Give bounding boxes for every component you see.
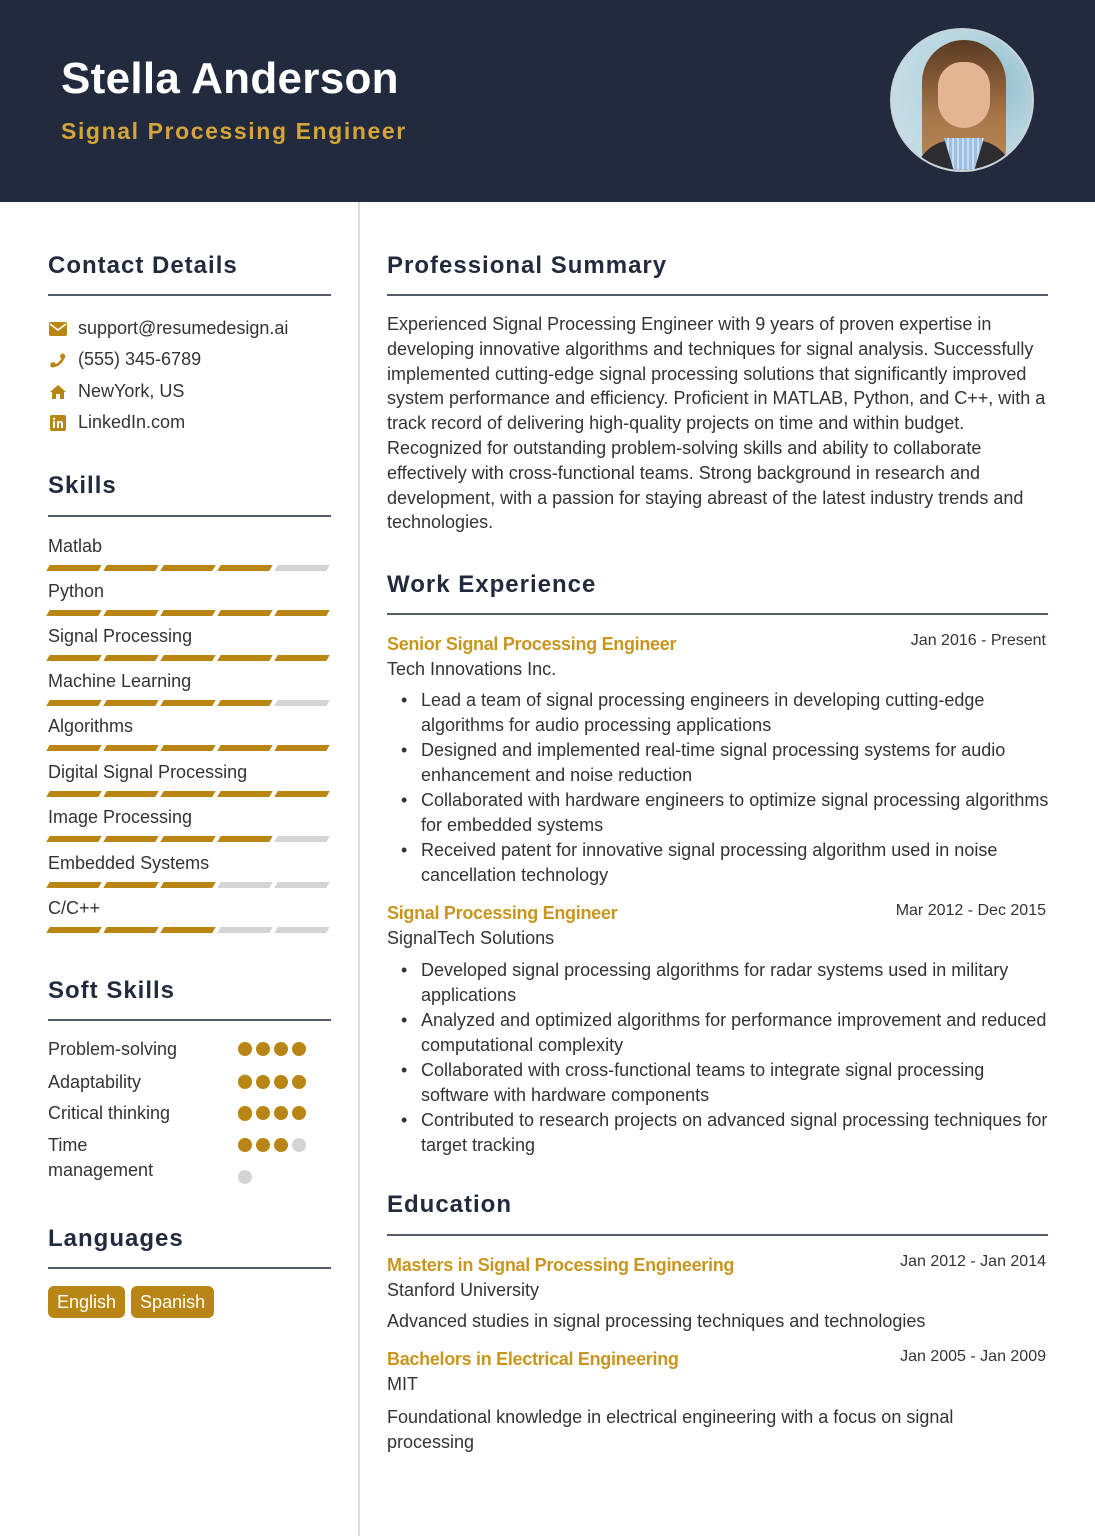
photo-face (938, 62, 990, 128)
skill-item (48, 761, 330, 797)
education-school: Stanford University (387, 1280, 540, 1300)
contact-location (48, 381, 184, 402)
language-tags (48, 1286, 214, 1318)
summary-section-title: Professional Summary (387, 252, 668, 279)
job-bullets (421, 958, 1051, 1158)
job-role: Senior Signal Processing Engineer (387, 634, 677, 654)
skill-name: C/C++ (48, 898, 101, 918)
job-company: SignalTech Solutions (387, 928, 555, 948)
education-school: MIT (387, 1374, 418, 1394)
skill-item (48, 806, 330, 842)
soft-skills-section-rule (48, 1019, 331, 1021)
envelope-icon (48, 320, 68, 338)
contact-phone-text: (555) 345-6789 (78, 349, 202, 369)
profile-photo (890, 28, 1034, 172)
summary-text: Experienced Signal Processing Engineer with 9 years of proven expertise in developing innovative algorithms and techniques for signal analysis. Successfully implemented cutting-edge signal processing solutions that significantly improved system performance and efficiency. Proficient in MATLAB, Python, and C++, with a track record of delivering high-quality projects on time and within budget. Recognized for outstanding problem-solving skills and ability to collaborate effectively with cross-functional teams. Strong background in research and development, with a passion for staying abreast of the latest industry trends and technologies. (387, 314, 1046, 533)
education-section-rule (387, 1234, 1048, 1236)
job-dates: Mar 2012 - Dec 2015 (895, 902, 1046, 919)
skill-rating-bar (48, 610, 330, 616)
skills-section-rule (48, 515, 331, 517)
languages-section-rule (48, 1267, 331, 1269)
soft-skill-name-cont: management (48, 1160, 154, 1180)
contact-location-text: NewYork, US (78, 381, 185, 401)
phone-icon (48, 351, 68, 369)
contact-linkedin[interactable] (48, 412, 185, 433)
language-tag: English (48, 1286, 125, 1318)
skill-rating-bar (48, 655, 330, 661)
skill-name: Signal Processing (48, 626, 193, 646)
contact-linkedin-text: LinkedIn.com (78, 412, 186, 432)
skill-item (48, 580, 330, 616)
skill-name: Image Processing (48, 807, 193, 827)
experience-section-rule (387, 613, 1048, 615)
skill-name: Machine Learning (48, 671, 192, 691)
skill-rating-bar (48, 745, 330, 751)
education-degree: Bachelors in Electrical Engineering (387, 1349, 679, 1369)
contact-email-text: support@resumedesign.ai (78, 318, 289, 338)
education-dates: Jan 2012 - Jan 2014 (900, 1253, 1046, 1270)
job-bullets (421, 688, 1051, 888)
contact-section-title: Contact Details (48, 252, 238, 279)
job-company: Tech Innovations Inc. (387, 659, 557, 679)
skill-item (48, 625, 330, 661)
skill-rating-bar (48, 927, 330, 933)
soft-skill-rating (238, 1138, 318, 1202)
linkedin-icon (48, 414, 68, 432)
candidate-title: Signal Processing Engineer (61, 118, 407, 144)
job-bullet: • Analyzed and optimized algorithms for performance improvement and reduced computational complexity (421, 1008, 1051, 1058)
summary-section-rule (387, 294, 1048, 296)
skill-name: Algorithms (48, 716, 134, 736)
job-dates: Jan 2016 - Present (910, 632, 1046, 649)
language-tag: Spanish (131, 1286, 214, 1318)
job-bullet: • Contributed to research projects on advanced signal processing techniques for target tracking (421, 1108, 1051, 1158)
skill-rating-bar (48, 791, 330, 797)
job-role: Signal Processing Engineer (387, 903, 618, 923)
column-divider (358, 202, 360, 1536)
home-icon (48, 383, 68, 401)
contact-phone[interactable] (48, 349, 201, 370)
job-bullet: • Collaborated with hardware engineers to optimize signal processing algorithms for embedded systems (421, 788, 1051, 838)
skill-rating-bar (48, 565, 330, 571)
skill-item (48, 535, 330, 571)
soft-skill-name: Critical thinking (48, 1103, 171, 1123)
skill-item (48, 715, 330, 751)
skill-name: Embedded Systems (48, 853, 210, 873)
job-bullet: • Collaborated with cross-functional teams to integrate signal processing software with hardware components (421, 1058, 1051, 1108)
contact-section-rule (48, 294, 331, 296)
job-bullet: • Designed and implemented real-time signal processing systems for audio enhancement and noise reduction (421, 738, 1051, 788)
education-dates: Jan 2005 - Jan 2009 (900, 1348, 1046, 1365)
job-bullet: • Received patent for innovative signal processing algorithm used in noise cancellation technology (421, 838, 1051, 888)
job-bullet: • Developed signal processing algorithms for radar systems used in military applications (421, 958, 1051, 1008)
skill-name: Digital Signal Processing (48, 762, 248, 782)
education-description: Foundational knowledge in electrical engineering with a focus on signal processing (387, 1407, 954, 1452)
skills-section-title: Skills (48, 472, 117, 499)
soft-skill-name: Adaptability (48, 1072, 142, 1092)
skill-rating-bar (48, 882, 330, 888)
education-description: Advanced studies in signal processing techniques and technologies (387, 1311, 926, 1331)
contact-email[interactable] (48, 318, 288, 339)
skill-rating-bar (48, 836, 330, 842)
skill-item (48, 852, 330, 888)
skill-item (48, 670, 330, 706)
soft-skills-section-title: Soft Skills (48, 977, 176, 1004)
skill-item (48, 897, 330, 933)
experience-section-title: Work Experience (387, 571, 597, 598)
soft-skill-name: Time (48, 1135, 88, 1155)
candidate-name: Stella Anderson (61, 54, 399, 103)
education-section-title: Education (387, 1191, 513, 1218)
skill-rating-bar (48, 700, 330, 706)
resume-header (0, 0, 1095, 202)
skill-name: Matlab (48, 536, 103, 556)
education-degree: Masters in Signal Processing Engineering (387, 1255, 735, 1275)
languages-section-title: Languages (48, 1225, 184, 1252)
skill-name: Python (48, 581, 105, 601)
soft-skill-name: Problem-solving (48, 1039, 178, 1059)
job-bullet: • Lead a team of signal processing engineers in developing cutting-edge algorithms for audio processing applications (421, 688, 1051, 738)
